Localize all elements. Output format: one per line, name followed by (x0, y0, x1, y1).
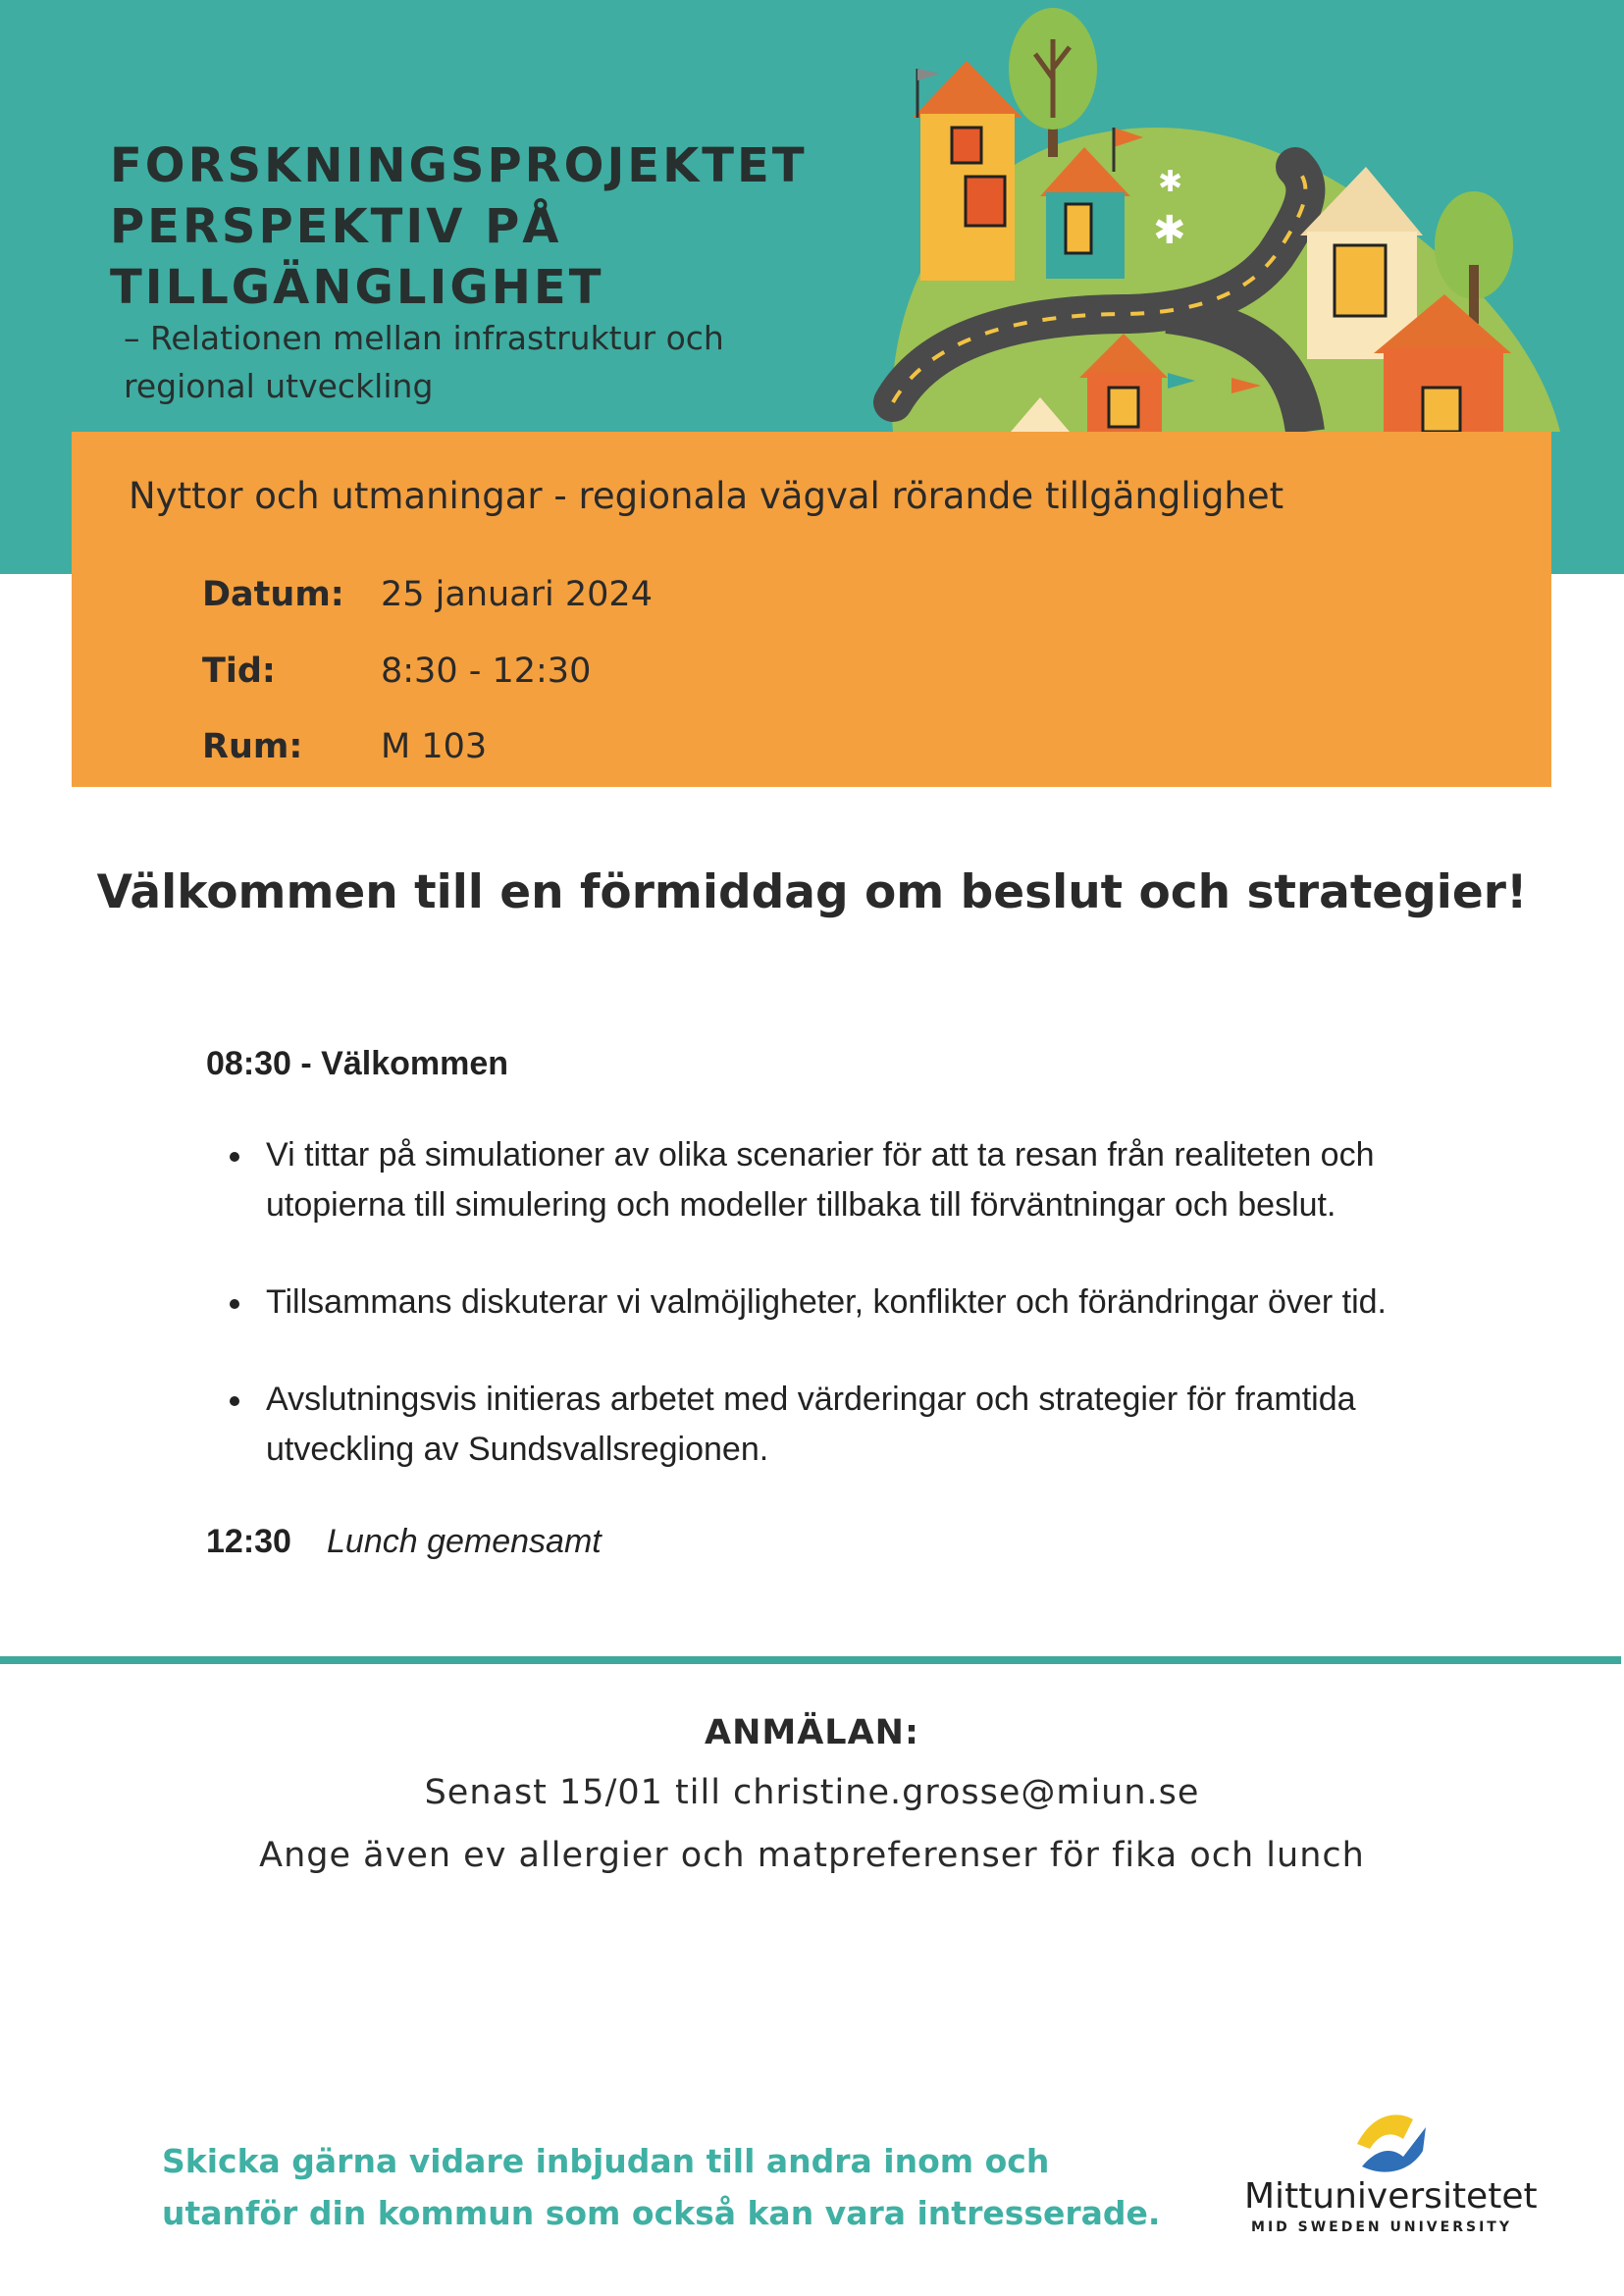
university-subtitle: MID SWEDEN UNIVERSITY (1251, 2219, 1512, 2235)
share-line: utanför din kommun som också kan vara intresserade. (162, 2194, 1161, 2232)
list-item: Avslutningsvis initieras arbetet med värderingar och strategier för framtida utveckling av Sundsvallsregionen. (206, 1375, 1433, 1475)
signup-allergy-note: Ange även ev allergier och matpreferenser för fika och lunch (259, 1836, 1365, 1875)
star-icon: ✱ (1158, 165, 1183, 199)
house-window (1109, 388, 1138, 427)
lunch-text: Lunch gemensamt (327, 1523, 602, 1560)
village-illustration (873, 0, 1560, 432)
house-window (1335, 245, 1386, 316)
university-name: Mittuniversitetet (1244, 2176, 1538, 2217)
signup-deadline: Senast 15/01 till christine.grosse@miun.se (424, 1773, 1200, 1812)
section-divider (0, 1656, 1621, 1664)
university-logo (1244, 2110, 1538, 2237)
house-window (952, 128, 981, 163)
program-list (206, 1130, 1433, 1475)
project-subtitle (124, 314, 811, 410)
lunch-row (206, 1518, 1433, 1565)
house-window (966, 177, 1005, 226)
time-label: Tid: (202, 652, 276, 691)
flag (917, 69, 940, 80)
house-roof (913, 61, 1022, 118)
welcome-heading: Välkommen till en förmiddag om beslut och strategier! (96, 865, 1528, 919)
signup-heading: ANMÄLAN: (705, 1713, 919, 1752)
project-title (110, 135, 856, 318)
subtitle-line: – Relationen mellan infrastruktur och (124, 319, 724, 357)
date-label: Datum: (202, 575, 344, 614)
title-line: PERSPEKTIV PÅ (110, 199, 562, 254)
tree-trunk (1469, 265, 1479, 324)
university-logo-mark-icon (1352, 2110, 1431, 2178)
title-line: TILLGÄNGLIGHET (110, 260, 604, 315)
star-icon: ✱ (1153, 208, 1186, 253)
share-note (162, 2135, 1161, 2239)
list-item: Vi tittar på simulationer av olika scenarier för att ta resan från realiteten och utopierna till simulering och modeller tillbaka till förväntningar och beslut. (206, 1130, 1433, 1230)
title-line: FORSKNINGSPROJEKTET (110, 138, 808, 193)
event-title: Nyttor och utmaningar - regionala vägval rörande tillgänglighet (129, 475, 1284, 517)
house-window (1066, 204, 1091, 253)
time-value: 8:30 - 12:30 (381, 652, 592, 691)
program-section (206, 1042, 1433, 1565)
room-value: M 103 (381, 727, 488, 766)
date-value: 25 januari 2024 (381, 575, 653, 614)
event-info-box (72, 432, 1551, 787)
lunch-time: 12:30 (206, 1523, 291, 1560)
share-line: Skicka gärna vidare inbjudan till andra inom och (162, 2142, 1050, 2180)
signup-section (0, 1709, 1624, 1879)
house-window (1423, 388, 1460, 432)
program-heading: 08:30 - Välkommen (206, 1045, 509, 1082)
room-label: Rum: (202, 727, 303, 766)
subtitle-line: regional utveckling (124, 367, 434, 405)
list-item: Tillsammans diskuterar vi valmöjligheter, konflikter och förändringar över tid. (206, 1278, 1433, 1328)
